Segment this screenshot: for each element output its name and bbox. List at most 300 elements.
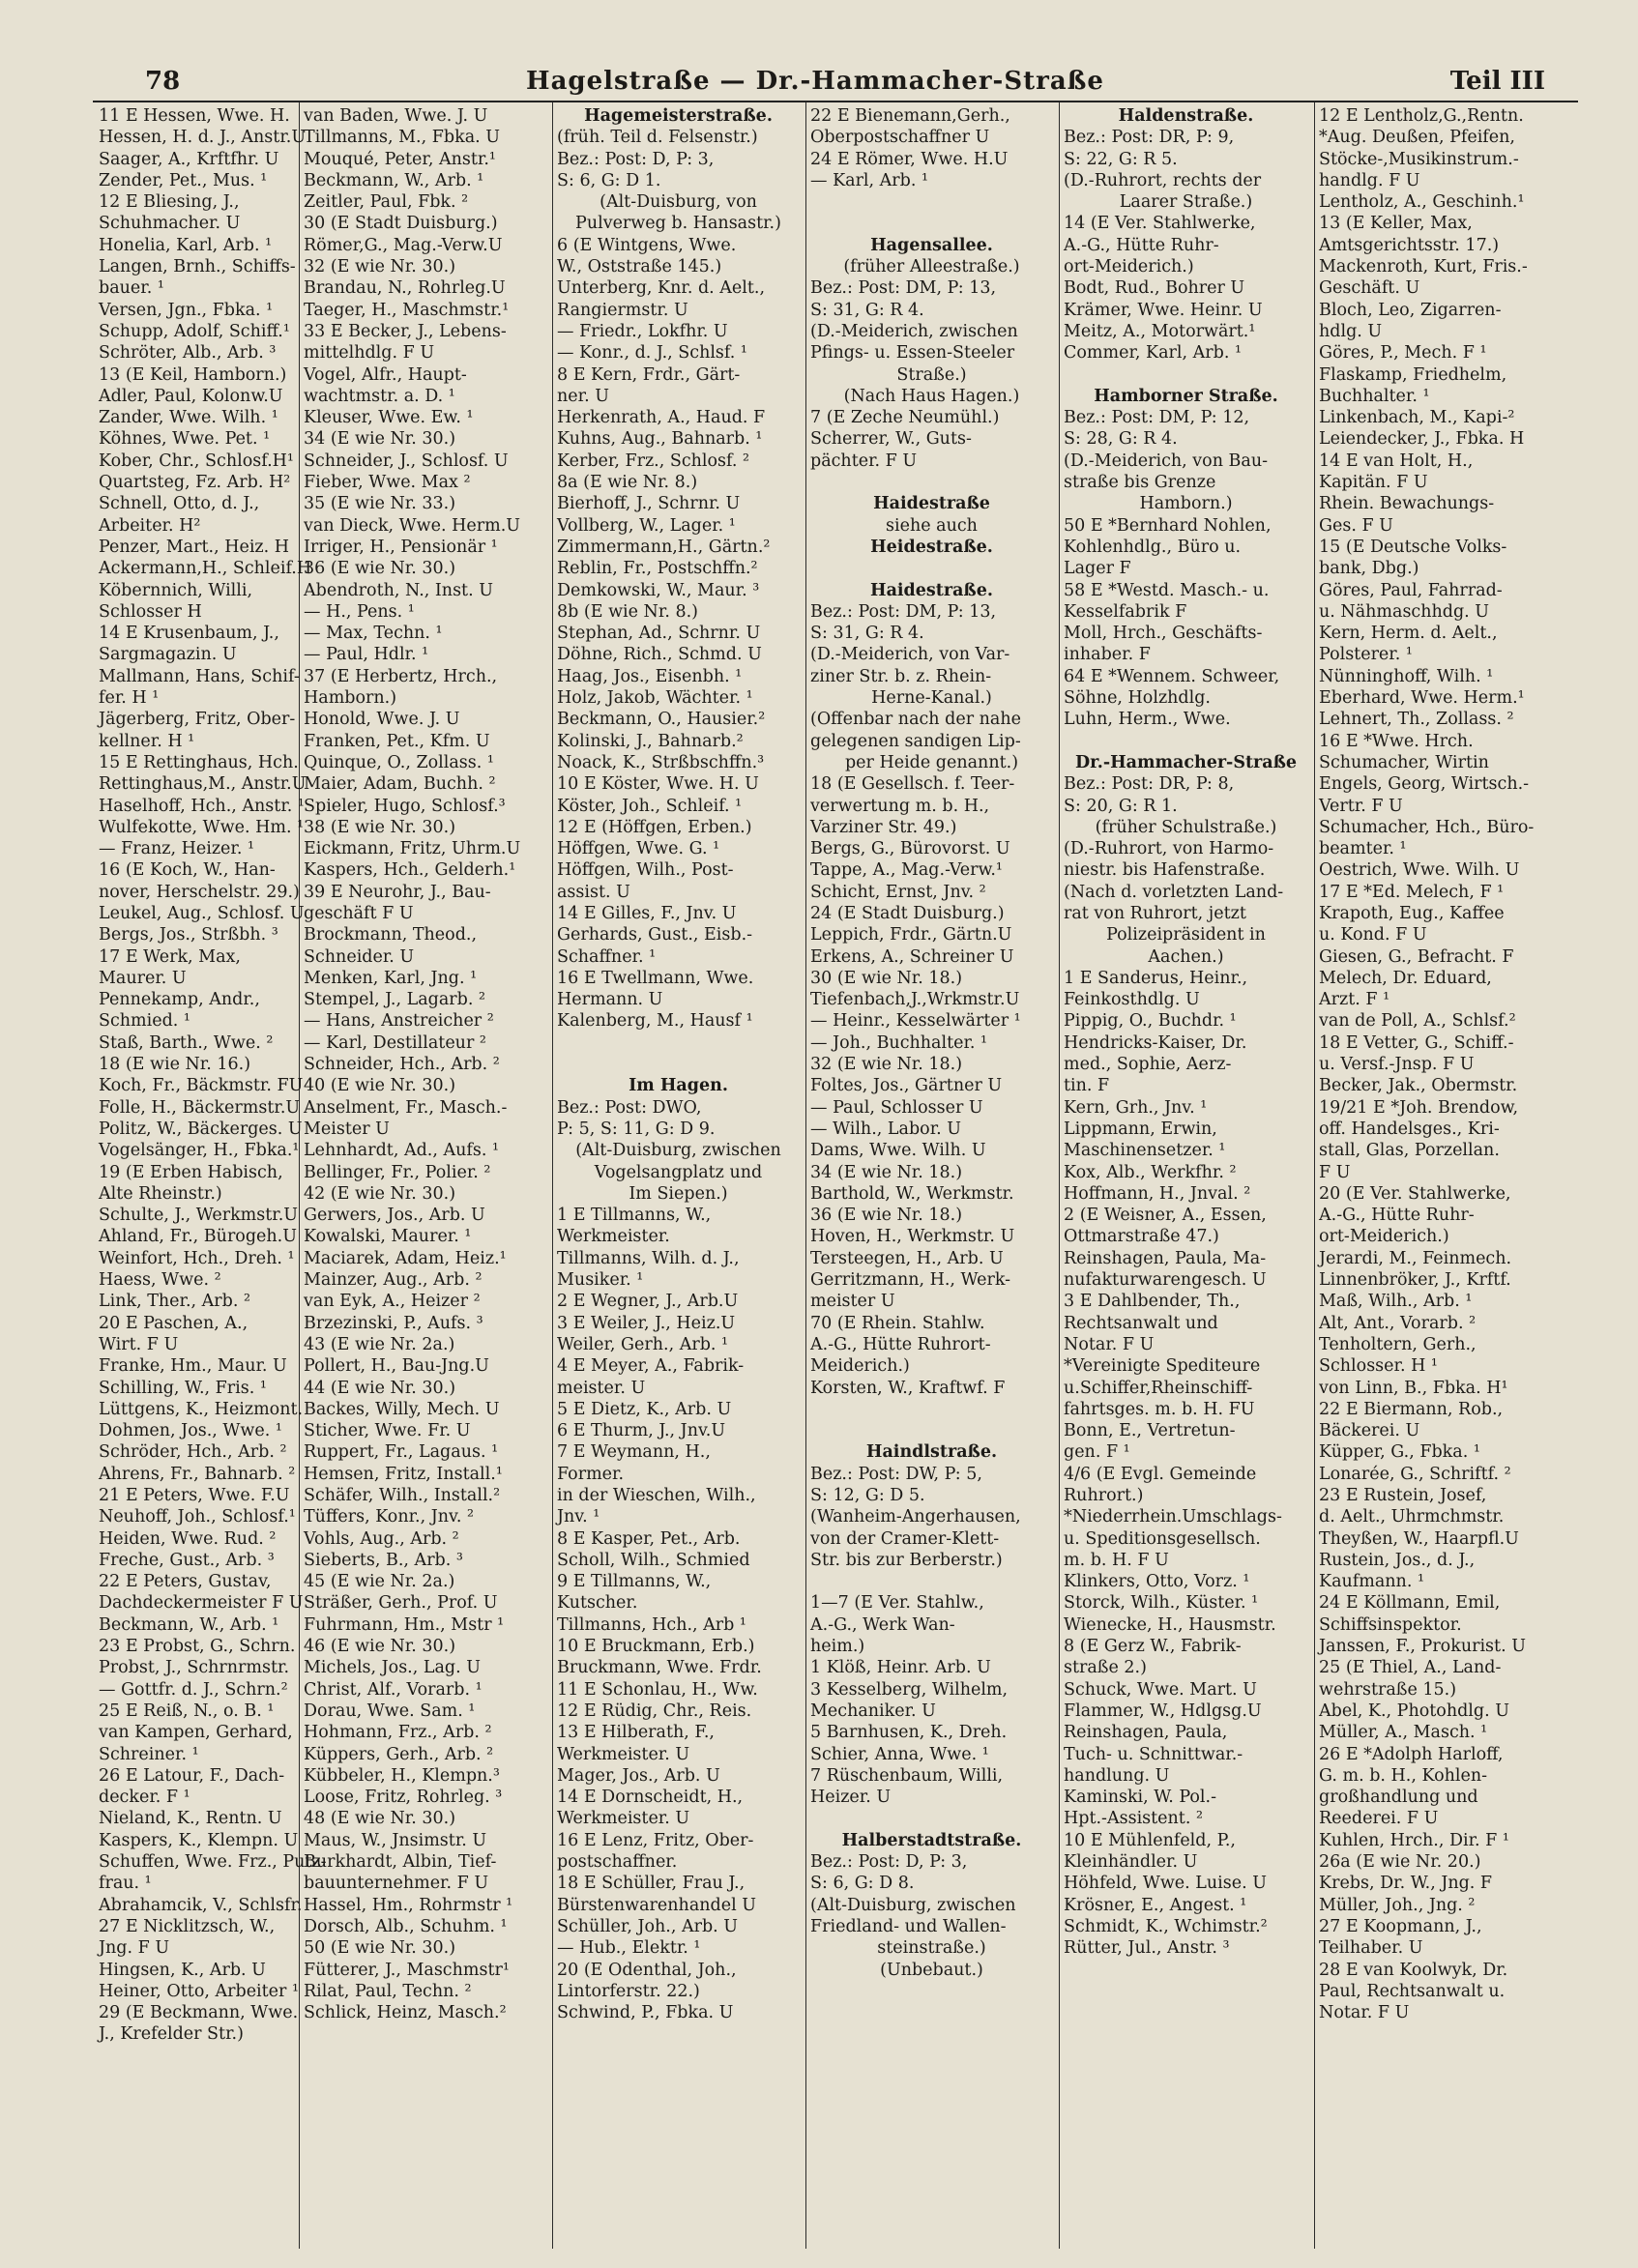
entry-line: Bonn, E., Vertretun- [1064,1421,1236,1441]
entry-line: Noack, K., Strßbschffn.³ [557,752,765,772]
entry-line: Korsten, W., Kraftwf. F [810,1378,1006,1398]
entry-line: Link, Ther., Arb. ² [99,1292,250,1312]
entry-line: ort-Meiderich.) [1319,1227,1449,1247]
entry-line: Krämer, Wwe. Heinr. U [1064,300,1263,320]
entry-line: Bürstenwarenhandel U [557,1895,756,1915]
entry-line: 50 E *Bernhard Nohlen, [1064,515,1272,536]
entry-line: Klinkers, Otto, Vorz. ¹ [1064,1572,1250,1592]
spacer [1064,364,1308,386]
entry-line: Christ, Alf., Vorarb. ¹ [304,1679,483,1700]
entry-line: S: 31, G: R 4. [810,300,924,320]
entry-line: Döhne, Rich., Schmd. U [557,645,762,665]
entry-line: G. m. b. H., Kohlen- [1319,1765,1488,1786]
entry-line: Folle, H., Bäckermstr.U [99,1097,301,1118]
entry-line: Schmied. ¹ [99,1011,190,1032]
entry-line: — Paul, Schlosser U [810,1097,983,1118]
entry-line: (D.-Ruhrort, von Harmo- [1064,839,1274,859]
entry-line: Müller, A., Masch. ¹ [1319,1723,1488,1743]
entry-line: Söhne, Holzhdlg. [1064,688,1211,709]
entry-line: Scherrer, W., Guts- [810,429,972,450]
entry-line: Probst, J., Schrnrmstr. [99,1658,290,1678]
entry-line: Bergs, G., Bürovorst. U [810,839,1010,859]
entry-line: Werkmeister. U [557,1744,690,1764]
entry-line: Kutscher. [557,1593,638,1614]
entry-line: handlung. U [1064,1765,1170,1786]
entry-line: Höffgen, Wwe. G. ¹ [557,839,720,859]
entry-line: Burkhardt, Albin, Tief- [304,1852,497,1873]
entry-line: u.Schiffer,Rheinschiff- [1064,1378,1253,1398]
entry-line: Brockmann, Theod., [304,925,478,945]
entry-line: (Alt-Duisburg, von [600,192,757,213]
entry-line: Vogelsangplatz und [594,1162,763,1182]
entry-line: Mechaniker. U [810,1701,936,1721]
entry-line: A.-G., Werk Wan- [810,1614,955,1635]
entry-line: 10 E Bruckmann, Erb.) [557,1637,755,1657]
entry-line: Weiler, Gerh., Arb. ¹ [557,1334,729,1354]
entry-line: Tappe, A., Mag.-Verw.¹ [810,860,1003,881]
entry-line: geschäft F U [304,903,414,923]
entry-line: Heiner, Otto, Arbeiter ¹ [99,1981,299,2001]
entry-line: Amtsgerichtsstr. 17.) [1319,235,1500,255]
spacer [1064,731,1308,752]
entry-line: Kapitän. F U [1319,473,1428,493]
entry-line: Bez.: Post: DR, P: 8, [1064,774,1235,795]
entry-line: Michels, Jos., Lag. U [304,1658,481,1678]
entry-line: Bez.: Post: DWO, [557,1097,702,1118]
entry-line: Honelia, Karl, Arb. ¹ [99,235,273,255]
entry-line: Werkmeister. U [557,1809,690,1829]
entry-line: 13 (E Keller, Max, [1319,214,1473,234]
entry-line: Schreiner. ¹ [99,1744,199,1764]
entry-line: 2 E Wegner, J., Arb.U [557,1292,739,1312]
entry-line: Janssen, F., Prokurist. U [1319,1637,1526,1657]
entry-line: Rütter, Jul., Anstr. ³ [1064,1938,1230,1959]
entry-line: Tiefenbach,J.,Wrkmstr.U [810,990,1020,1010]
entry-line: Flammer, W., Hdlgsg.U [1064,1701,1262,1721]
entry-line: (früh. Teil d. Felsenstr.) [557,128,758,148]
entry-line: meister. U [557,1378,646,1398]
entry-line: Krapoth, Eug., Kaffee [1319,903,1505,923]
entry-line: Tenholtern, Gerh., [1319,1334,1477,1354]
entry-line: — Karl, Arb. ¹ [810,170,929,190]
entry-line: 7 (E Zeche Neumühl.) [810,408,1000,428]
entry-line: Tillmanns, Wilh. d. J., [557,1248,740,1268]
street-heading: Im Hagen. [629,1076,728,1096]
entry-line: (D.-Meiderich, von Var- [810,645,1010,665]
entry-line: 13 E Hilberath, F., [557,1723,715,1743]
entry-line: Ackermann,H., Schleif.H [99,559,312,579]
entry-line: assist. U [557,882,630,902]
entry-line: Rhein. Bewachungs- [1319,494,1495,514]
street-heading: Haidestraße [873,494,990,514]
entry-line: Pfings- u. Essen-Steeler [810,343,1015,363]
entry-line: Kaminski, W. Pol.- [1064,1788,1217,1808]
entry-line: Im Siepen.) [629,1183,728,1204]
entry-line: Leukel, Aug., Schlosf. U [99,903,305,923]
entry-line: Müller, Joh., Jng. ² [1319,1895,1476,1915]
entry-line: handlg. F U [1319,170,1420,190]
entry-line: Mager, Jos., Arb. U [557,1765,720,1786]
street-heading: Dr.-Hammacher-Straße [1074,752,1298,772]
entry-line: van Kampen, Gerhard, [99,1723,293,1743]
entry-line: Gerwers, Jos., Arb. U [304,1206,485,1226]
entry-line: Schlick, Heinz, Masch.² [304,2003,507,2023]
entry-line: niestr. bis Hafenstraße. [1064,860,1266,881]
entry-line: 36 (E wie Nr. 30.) [304,559,456,579]
entry-line: (D.-Ruhrort, rechts der [1064,170,1262,190]
entry-line: Schuck, Wwe. Mart. U [1064,1679,1257,1700]
entry-line: van de Poll, A., Schlsf.² [1319,1011,1516,1032]
entry-line: 50 (E wie Nr. 30.) [304,1938,456,1959]
entry-line: 58 E *Westd. Masch.- u. [1064,580,1270,600]
entry-line: Ruhrort.) [1064,1486,1144,1505]
entry-line: Pennekamp, Andr., [99,990,260,1010]
entry-line: 34 (E wie Nr. 18.) [810,1162,963,1182]
entry-line: Schneider. U [304,946,415,967]
entry-line: S: 12, G: D 5. [810,1486,925,1505]
entry-line: Krebs, Dr. W., Jng. F [1319,1874,1493,1894]
entry-line: verwertung m. b. H., [810,796,990,816]
entry-line: — Joh., Buchhalter. ¹ [810,1032,988,1053]
column-4 [806,102,1060,2249]
entry-line: 33 E Becker, J., Lebens- [304,321,507,341]
spacer [810,472,1053,493]
entry-line: Vertr. F U [1319,796,1403,816]
entry-line: Zander, Wwe. Wilh. ¹ [99,408,278,428]
entry-line: Jng. F U [99,1938,170,1959]
entry-line: 28 E van Koolwyk, Dr. [1319,1960,1508,1980]
entry-line: S: 6, G: D 1. [557,170,661,190]
entry-line: Gerhards, Gust., Eisb.- [557,925,753,945]
entry-line: Ges. F U [1319,515,1393,536]
entry-line: Engels, Georg, Wirtsch.- [1319,774,1530,795]
entry-line: Nünninghoff, Wilh. ¹ [1319,666,1494,686]
entry-line: 24 E Köllmann, Emil, [1319,1593,1501,1614]
entry-line: (D.-Meiderich, zwischen [810,321,1018,341]
entry-line: Kesselfabrik F [1064,601,1187,622]
entry-line: Meitz, A., Motorwärt.¹ [1064,321,1256,341]
entry-line: Haselhoff, Hch., Anstr. ¹ [99,796,305,816]
entry-line: 3 E Weiler, J., Heiz.U [557,1313,736,1333]
entry-line: Stöcke-,Musikinstrum.- [1319,149,1519,169]
entry-line: Anselment, Fr., Masch.- [304,1097,508,1118]
entry-line: Römer,G., Mag.-Verw.U [304,235,503,255]
entry-line: u. Nähmaschhdg. U [1319,601,1490,622]
entry-line: 1 E Tillmanns, W., [557,1206,712,1226]
entry-line: Abrahamcik, V., Schlsfr. [99,1895,303,1915]
entry-line: Beckmann, W., Arb. ¹ [304,170,484,190]
entry-line: (Wanheim-Angerhausen, [810,1507,1021,1527]
entry-line: 19 (E Erben Habisch, [99,1162,283,1182]
entry-line: 24 E Römer, Wwe. H.U [810,149,1009,169]
entry-line: nufakturwarengesch. U [1064,1270,1267,1291]
entry-line: Fieber, Wwe. Max ² [304,473,471,493]
entry-line: Gerritzmann, H., Werk- [810,1270,1011,1291]
entry-line: van Eyk, A., Heizer ² [304,1292,481,1312]
entry-line: Quinque, O., Zollass. ¹ [304,752,494,772]
entry-line: Scholl, Wilh., Schmied [557,1550,750,1570]
entry-line: 23 E Rustein, Josef, [1319,1486,1487,1505]
entry-line: 1 Klöß, Heinr. Arb. U [810,1658,991,1678]
entry-line: Schlosser. H ¹ [1319,1356,1438,1377]
entry-line: Feinkosthdlg. U [1064,990,1200,1010]
entry-line: Reederei. F U [1319,1809,1439,1829]
entry-line: (früher Alleestraße.) [843,257,1020,277]
entry-line: Lintorferstr. 22.) [557,1981,700,2001]
entry-line: Kohlenhdlg., Büro u. [1064,537,1242,557]
entry-line: Schiffsinspektor. [1319,1614,1462,1635]
entry-line: 10 E Mühlenfeld, P., [1064,1830,1236,1850]
entry-line: S: 6, G: D 8. [810,1874,915,1894]
entry-line: hdlg. U [1319,321,1383,341]
entry-line: Schuffen, Wwe. Frz., Putz- [99,1852,327,1873]
entry-line: Leiendecker, J., Fbka. H [1319,429,1525,450]
entry-line: 13 (E Keil, Hamborn.) [99,364,287,385]
entry-line: Kuhns, Aug., Bahnarb. ¹ [557,429,763,450]
entry-line: Menken, Karl, Jng. ¹ [304,968,478,988]
entry-line: 20 (E Ver. Stahlwerke, [1319,1183,1511,1204]
entry-line: (Alt-Duisburg, zwischen [810,1895,1016,1915]
entry-line: straße 2.) [1064,1658,1147,1678]
entry-line: 11 E Schonlau, H., Ww. [557,1679,758,1700]
column-2 [300,102,553,2249]
entry-line: Hamborn.) [304,688,397,709]
spacer [810,1808,1053,1829]
entry-line: Fuhrmann, Hm., Mstr ¹ [304,1614,505,1635]
entry-line: 27 E Koopmann, J., [1319,1916,1482,1936]
spacer [810,1571,1053,1592]
entry-line: gelegenen sandigen Lip- [810,731,1021,751]
entry-line: decker. F ¹ [99,1788,190,1808]
entry-line: Honold, Wwe. J. U [304,710,460,730]
entry-line: Hermann. U [557,990,663,1010]
entry-line: bank, Dbg.) [1319,559,1419,579]
entry-line: frau. ¹ [99,1874,152,1894]
entry-line: mittelhdlg. F U [304,343,435,363]
entry-line: Dachdeckermeister F U [99,1593,304,1614]
entry-line: 36 (E wie Nr. 18.) [810,1206,963,1226]
text-columns [95,102,1580,2249]
entry-line: Küppers, Gerh., Arb. ² [304,1744,494,1764]
entry-line: Lager F [1064,559,1131,579]
entry-line: Hpt.-Assistent. ² [1064,1809,1203,1829]
entry-line: Lippmann, Erwin, [1064,1119,1217,1139]
entry-line: Friedland- und Wallen- [810,1916,1007,1936]
entry-line: — Friedr., Lokfhr. U [557,321,728,341]
entry-line: Aachen.) [1148,946,1224,967]
entry-line: Bez.: Post: DW, P: 5, [810,1464,982,1484]
entry-line: Hemsen, Fritz, Install.¹ [304,1464,503,1484]
entry-line: Bruckmann, Wwe. Frdr. [557,1658,762,1678]
entry-line: pächter. F U [810,451,918,471]
entry-line: van Baden, Wwe. J. U [304,106,488,126]
entry-line: 24 (E Stadt Duisburg.) [810,903,1005,923]
entry-line: Kuhlen, Hrch., Dir. F ¹ [1319,1830,1509,1850]
entry-line: Lehnhardt, Ad., Aufs. ¹ [304,1141,499,1161]
entry-line: J., Krefelder Str.) [99,2024,244,2045]
entry-line: 39 E Neurohr, J., Bau- [304,882,491,902]
entry-line: 1—7 (E Ver. Stahlw., [810,1593,984,1614]
entry-line: Polizeipräsident in [1106,925,1266,945]
entry-line: Erkens, A., Schreiner U [810,946,1014,967]
entry-line: Maurer. U [99,968,187,988]
entry-line: 12 E Lentholz,G.,Rentn. [1319,106,1524,126]
entry-line: 6 (E Wintgens, Wwe. [557,235,737,255]
entry-line: Nieland, K., Rentn. U [99,1809,282,1829]
entry-line: Zeitler, Paul, Fbk. ² [304,192,469,213]
entry-line: Buchhalter. ¹ [1319,386,1430,406]
entry-line: 25 (E Thiel, A., Land- [1319,1658,1502,1678]
entry-line: d. Aelt., Uhrmchmstr. [1319,1507,1505,1527]
entry-line: 18 E Schüller, Frau J., [557,1874,746,1894]
entry-line: tin. F [1064,1076,1110,1096]
entry-line: Haag, Jos., Eisenbh. ¹ [557,666,743,686]
column-3 [553,102,806,2249]
entry-line: Vogelsänger, H., Fbka.¹ [99,1141,300,1161]
entry-line: 14 E Dornscheidt, H., [557,1788,744,1808]
column-5 [1060,102,1315,2249]
entry-line: — Franz, Heizer. ¹ [99,839,254,859]
entry-line: Kübbeler, H., Klempn.³ [304,1765,500,1786]
entry-line: Vogel, Alfr., Haupt- [304,364,467,385]
entry-line: Mackenroth, Kurt, Fris.- [1319,257,1528,277]
entry-line: Eberhard, Wwe. Herm.¹ [1319,688,1525,709]
entry-line: 18 E Vetter, G., Schiff.- [1319,1032,1514,1053]
entry-line: 10 E Köster, Wwe. H. U [557,774,759,795]
entry-line: 42 (E wie Nr. 30.) [304,1183,456,1204]
street-heading: Hagensallee. [870,235,993,255]
entry-line: Pulverweg b. Hansastr.) [575,214,781,234]
entry-line: in der Wieschen, Wilh., [557,1486,756,1505]
entry-line: Melech, Dr. Eduard, [1319,968,1492,988]
entry-line: Schupp, Adolf, Schiff.¹ [99,321,290,341]
entry-line: 30 (E Stadt Duisburg.) [304,214,498,234]
entry-line: Spieler, Hugo, Schlosf.³ [304,796,506,816]
entry-line: Teilhaber. U [1319,1938,1423,1959]
entry-line: 34 (E wie Nr. 30.) [304,429,456,450]
entry-line: Jerardi, M., Feinmech. [1319,1248,1512,1268]
entry-line: 16 (E Koch, W., Han- [99,860,276,881]
entry-line: Franke, Hm., Maur. U [99,1356,287,1377]
entry-line: nover, Herschelstr. 29.) [99,882,300,902]
entry-line: Flaskamp, Friedhelm, [1319,364,1507,385]
street-heading: Hagemeisterstraße. [584,106,773,126]
entry-line: Hessen, H. d. J., Anstr.U [99,128,307,148]
entry-line: S: 22, G: R 5. [1064,149,1178,169]
entry-line: Höffgen, Wilh., Post- [557,860,734,881]
entry-line: Alt, Ant., Vorarb. ² [1319,1313,1477,1333]
entry-line: Vohls, Aug., Arb. ² [304,1528,459,1549]
entry-line: Sieberts, B., Arb. ³ [304,1550,463,1570]
entry-line: Lentholz, A., Geschinh.¹ [1319,192,1525,213]
entry-line: Kaufmann. ¹ [1319,1572,1424,1592]
entry-line: ner. U [557,386,609,406]
entry-line: Weinfort, Hch., Dreh. ¹ [99,1248,295,1268]
entry-line: 48 (E wie Nr. 30.) [304,1809,456,1829]
entry-line: Commer, Karl, Arb. ¹ [1064,343,1242,363]
entry-line: Heiden, Wwe. Rud. ² [99,1528,277,1549]
entry-line: 20 E Paschen, A., [99,1313,249,1333]
entry-line: Schuhmacher. U [99,214,241,234]
entry-line: Schilling, W., Fris. ¹ [99,1378,267,1398]
entry-line: Kowalski, Maurer. ¹ [304,1227,472,1247]
spacer [810,558,1053,579]
entry-line: heim.) [810,1637,865,1657]
entry-line: *Vereinigte Spediteure [1064,1356,1261,1377]
entry-line: Köster, Joh., Schleif. ¹ [557,796,743,816]
entry-line: 8 E Kern, Frdr., Gärt- [557,364,741,385]
entry-line: Former. [557,1464,625,1484]
spacer [810,1399,1053,1420]
street-heading: Halberstadtstraße. [841,1830,1022,1850]
spacer [810,1420,1053,1441]
entry-line: u. Versf.-Jnsp. F U [1319,1055,1475,1075]
entry-line: von der Cramer-Klett- [810,1528,1000,1549]
entry-line: Adler, Paul, Kolonw.U [99,386,283,406]
entry-line: Ottmarstraße 47.) [1064,1227,1219,1247]
entry-line: Hohmann, Frz., Arb. ² [304,1723,492,1743]
entry-line: Storck, Wilh., Küster. ¹ [1064,1593,1259,1614]
entry-line: Mallmann, Hans, Schif- [99,666,300,686]
column-1 [95,102,327,2249]
entry-line: 26 E Latour, F., Dach- [99,1765,285,1786]
entry-line: Bez.: Post: D, P: 3, [557,149,715,169]
entry-line: Rilat, Paul, Techn. ² [304,1981,472,2001]
entry-line: Küpper, G., Fbka. ¹ [1319,1442,1480,1463]
entry-line: Schumacher, Wirtin [1319,752,1489,772]
entry-line: Brzezinski, P., Aufs. ³ [304,1313,483,1333]
entry-line: Maciarek, Adam, Heiz.¹ [304,1248,507,1268]
entry-line: 3 E Dahlbender, Th., [1064,1292,1241,1312]
entry-line: 25 E Reiß, N., o. B. ¹ [99,1701,275,1721]
entry-line: 5 Barnhusen, K., Dreh. [810,1723,1008,1743]
street-heading: Haldenstraße. [1118,106,1254,126]
entry-line: u. Speditionsgesellsch. [1064,1528,1261,1549]
entry-line: 64 E *Wennem. Schweer, [1064,666,1280,686]
entry-line: 30 (E wie Nr. 18.) [810,968,963,988]
entry-line: Meiderich.) [810,1356,910,1377]
entry-line: med., Sophie, Aerz- [1064,1055,1232,1075]
entry-line: Hamborn.) [1139,494,1233,514]
entry-line: Schröter, Alb., Arb. ³ [99,343,277,363]
entry-line: 9 E Tillmanns, W., [557,1572,712,1592]
entry-line: Schumacher, Hch., Büro- [1319,817,1535,837]
entry-line: — Hans, Anstreicher ² [304,1011,494,1032]
entry-line: Schmidt, K., Wchimstr.² [1064,1916,1268,1936]
entry-line: Kolinski, J., Bahnarb.² [557,731,744,751]
entry-line: 16 E Twellmann, Wwe. [557,968,754,988]
entry-line: Schicht, Ernst, Jnv. ² [810,882,986,902]
entry-line: Schlosser H [99,601,202,622]
entry-line: u. Kond. F U [1319,925,1427,945]
entry-line: 22 E Peters, Gustav, [99,1572,272,1592]
entry-line: Tüffers, Konr., Jnv. ² [304,1507,474,1527]
entry-line: Taeger, H., Maschmstr.¹ [304,300,510,320]
entry-line: 32 (E wie Nr. 30.) [304,257,456,277]
entry-line: 20 (E Odenthal, Joh., [557,1960,737,1980]
entry-line: Barthold, W., Werkmstr. [810,1183,1014,1204]
entry-line: Becker, Jak., Obermstr. [1319,1076,1518,1096]
entry-line: Ahland, Fr., Bürogeh.U [99,1227,297,1247]
entry-line: F U [1319,1162,1351,1182]
entry-line: — Max, Techn. ¹ [304,624,443,644]
entry-line: Bellinger, Fr., Polier. ² [304,1162,491,1182]
entry-line: Oberpostschaffner U [810,128,990,148]
entry-line: 3 Kesselberg, Wilhelm, [810,1679,1009,1700]
entry-line: 32 (E wie Nr. 18.) [810,1055,963,1075]
entry-line: Hoven, H., Werkmstr. U [810,1227,1015,1247]
entry-line: 17 E Werk, Max, [99,946,241,967]
